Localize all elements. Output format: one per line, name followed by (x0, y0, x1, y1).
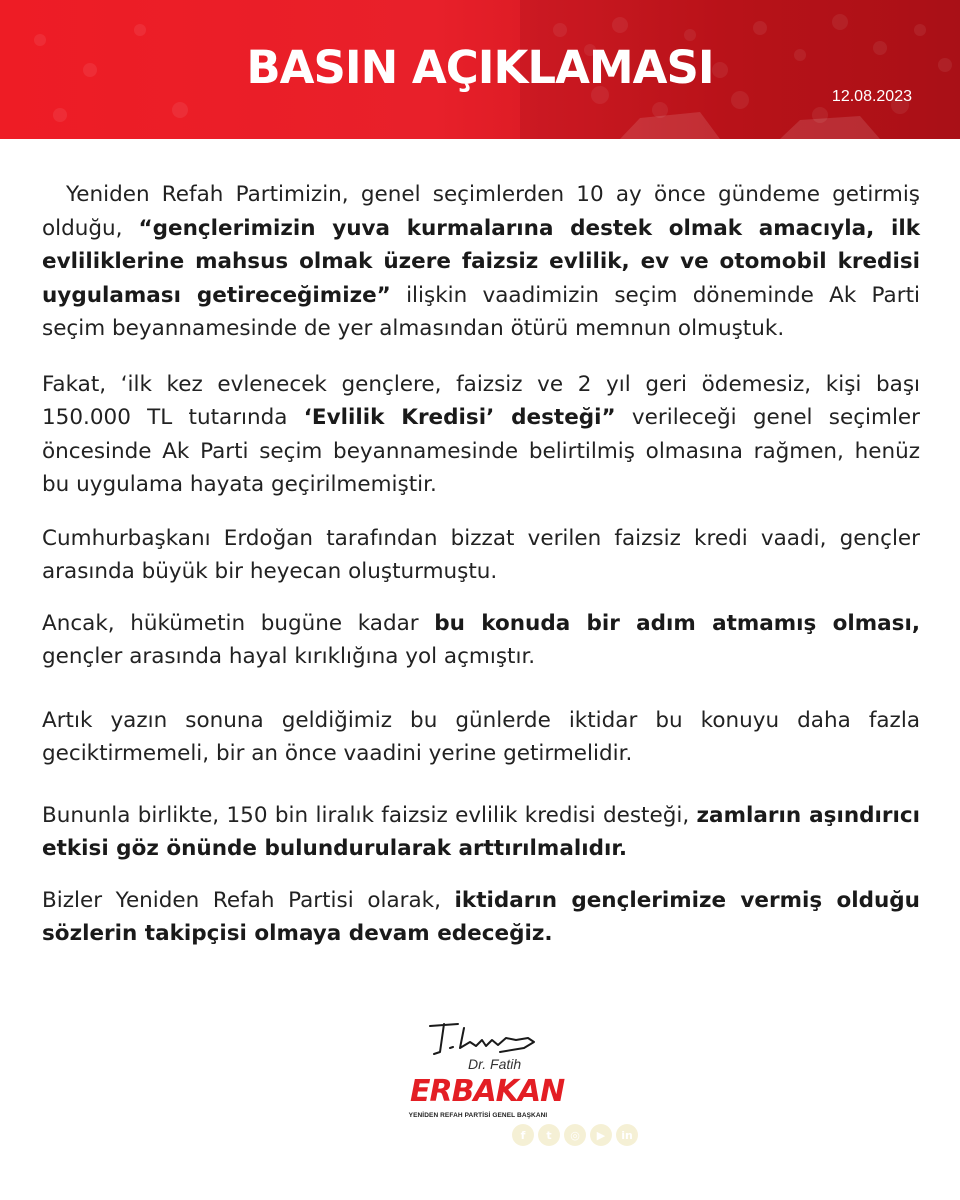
paragraph-text: Yeniden Refah Partimizin, genel seçimlerden 10 ay önce gündeme getirmiş olduğu, (42, 182, 920, 241)
paragraph-bold-text: “gençlerimizin yuva kurmalarına destek olmak amacıyla, ilk evliliklerine mahsus olmak üzere faizsiz evlilik, ev ve otomobil kredisi uygulaması getireceğimize” (42, 215, 920, 308)
paragraph-text: Artık yazın sonuna geldiğimiz bu günlerde iktidar bu konuyu daha fazla geciktirmemeli, bir an önce vaadini yerine getirmelidir. (42, 707, 920, 766)
paragraph-text: verileceği genel seçimler öncesinde Ak Parti seçim beyannamesinde belirtilmiş olmasına rağmen, henüz bu uygulama hayata geçirilmemiştir. (42, 405, 921, 497)
paragraph-bold-text: ‘Evlilik Kredisi’ desteği” (303, 405, 616, 430)
paragraph-6 (42, 799, 920, 866)
linkedin-icon[interactable]: in (616, 1124, 638, 1146)
paragraph-text: gençler arasında hayal kırıklığına yol açmıştır. (42, 644, 536, 669)
header-banner (0, 0, 960, 139)
signer-first-name: Dr. Fatih (468, 1056, 522, 1072)
signature-block (398, 1018, 565, 1119)
handwritten-signature (420, 1018, 540, 1058)
paragraph-2 (42, 368, 920, 502)
paragraph-bold-text: zamların aşındırıcı etkisi göz önünde bulundurularak arttırılmalıdır. (42, 802, 920, 861)
facebook-icon[interactable]: f (512, 1124, 534, 1146)
signer-surname: ERBAKAN (410, 1074, 565, 1109)
paragraph-text: Bizler Yeniden Refah Partisi olarak, (42, 887, 455, 913)
signer-role: YENİDEN REFAH PARTİSİ GENEL BAŞKANI (408, 1112, 548, 1119)
date-label: 12.08.2023 (831, 88, 912, 105)
paragraph-7 (42, 884, 920, 951)
paragraph-text: Fakat, ‘ilk kez evlenecek gençlere, faizsiz ve 2 yıl geri ödemesiz, kişi başı 150.000 TL tutarında (42, 371, 920, 430)
twitter-icon[interactable]: t (538, 1124, 560, 1146)
paragraph-1 (42, 178, 920, 346)
paragraph-text: Cumhurbaşkanı Erdoğan tarafından bizzat verilen faizsiz kredi vaadi, gençler arasında büyük bir heyecan oluşturmuştu. (42, 525, 920, 584)
youtube-icon[interactable]: ▶ (590, 1124, 612, 1146)
paragraph-text: Ancak, hükümetin bugüne kadar (42, 610, 435, 636)
instagram-icon[interactable]: ◎ (564, 1124, 586, 1146)
paragraph-4 (42, 607, 920, 674)
paragraph-text: ilişkin vaadimizin seçim döneminde Ak Parti seçim beyannamesinde de yer almasından ötürü memnun olmuştuk. (42, 282, 920, 341)
paragraph-3 (42, 522, 920, 589)
paragraph-5 (42, 704, 920, 771)
paragraph-text: Bununla birlikte, 150 bin liralık faizsiz evlilik kredisi desteği, (42, 802, 697, 828)
press-release-body (42, 178, 920, 973)
paragraph-bold-text: iktidarın gençlerimize vermiş olduğu sözlerin takipçisi olmaya devam edeceğiz. (42, 887, 920, 946)
paragraph-bold-text: bu konuda bir adım atmamış olması, (434, 610, 920, 636)
page-title: BASIN AÇIKLAMASI (246, 41, 714, 94)
social-links (512, 1124, 638, 1146)
